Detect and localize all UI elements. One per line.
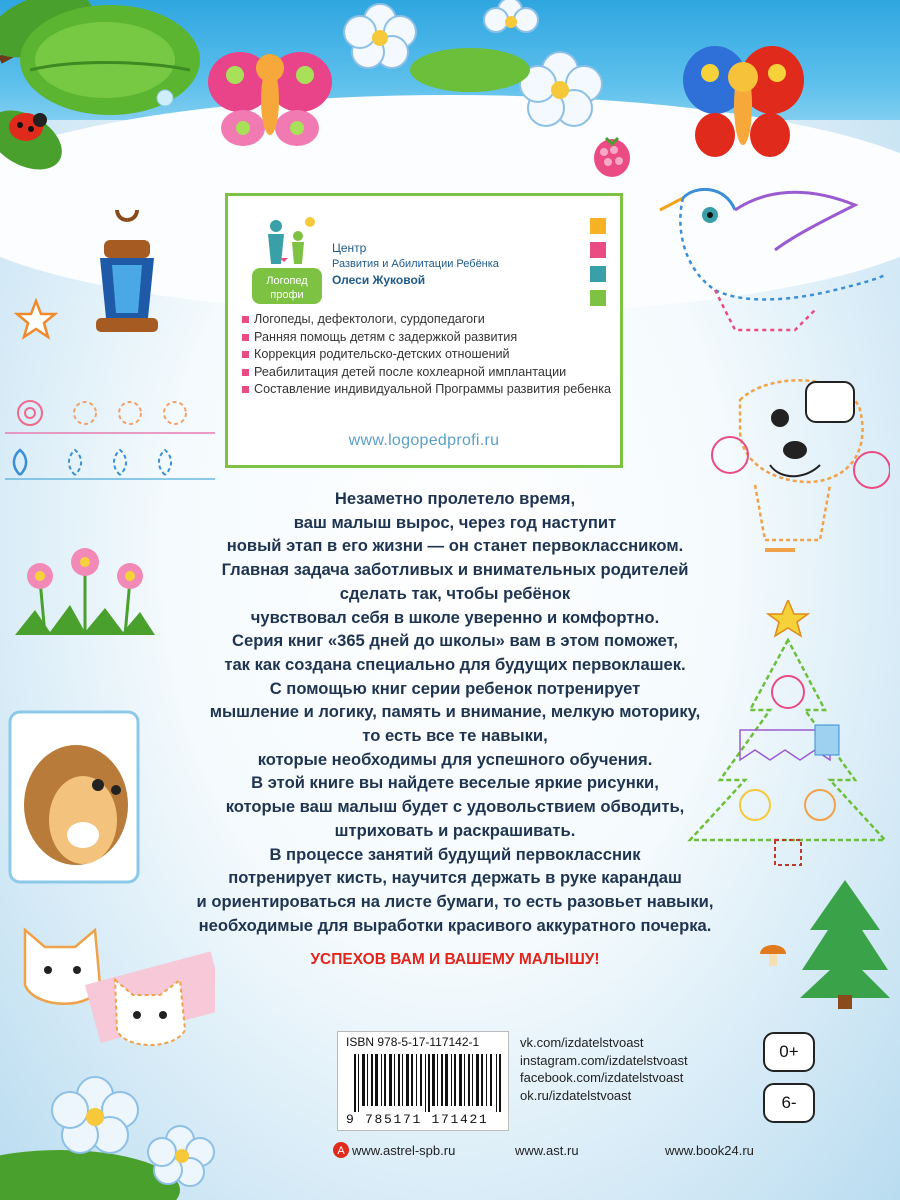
social-link-facebook[interactable]: facebook.com/izdatelstvoast [520, 1070, 684, 1085]
pink-flowers-illustration [5, 540, 165, 650]
text-line: С помощью книг серии ребенок потренирует [269, 678, 641, 698]
social-link-instagram[interactable]: instagram.com/izdatelstvoast [520, 1052, 688, 1068]
mushroom-illustration [758, 940, 788, 970]
logopedprofi-logo [246, 214, 328, 306]
top-flowers-illustration [300, 0, 720, 140]
description-text [150, 487, 760, 937]
text-line: сделать так, чтобы ребёнок [339, 583, 571, 603]
social-icon-1 [590, 218, 606, 234]
service-item: Логопеды, дефектологи, сурдопедагоги [242, 311, 612, 329]
barcode-digits: 9 785171 171421 [346, 1112, 489, 1127]
text-line: ваш малыш вырос, через год наступит [293, 512, 617, 532]
footer-book24-link[interactable]: www.book24.ru [665, 1143, 754, 1158]
service-item: Коррекция родительско-детских отношений [242, 346, 612, 364]
age-badge-6: 6- [763, 1083, 815, 1123]
barcode-icon [354, 1054, 502, 1112]
tracing-flowers-row [5, 395, 215, 490]
text-line: потренирует кисть, научится держать в руке карандаш [228, 868, 682, 888]
text-line: Серия книг «365 дней до школы» вам в этом поможет, [231, 631, 678, 651]
raspberry-illustration [590, 130, 635, 180]
fir-tree-illustration [800, 880, 890, 1010]
service-item: Составление индивидуальной Программы развития ребенка [242, 381, 612, 399]
svg-text:А: А [337, 1145, 345, 1157]
text-line: необходимые для выработки красивого аккуратного почерка. [198, 915, 712, 935]
isbn-label: ISBN 978-5-17-117142-1 [346, 1035, 480, 1049]
logo-text-2: профи [270, 289, 304, 301]
footer-ast-link[interactable]: www.ast.ru [515, 1143, 579, 1158]
ladybug-illustration [4, 105, 49, 145]
service-item: Ранняя помощь детям с задержкой развития [242, 329, 612, 347]
social-link-vk[interactable]: vk.com/izdatelstvoast [520, 1035, 644, 1050]
star-outline-icon [14, 298, 58, 340]
hedgehog-illustration [8, 710, 140, 885]
service-item: Реабилитация детей после кохлеарной имплантации [242, 364, 612, 382]
text-line: В процессе занятий будущий первоклассник [269, 844, 641, 864]
text-line: которые ваш малыш будет с удовольствием обводить, [225, 797, 685, 817]
text-line: Главная задача заботливых и внимательных родителей [221, 560, 689, 580]
social-link-ok[interactable]: ok.ru/izdatelstvoast [520, 1087, 632, 1103]
text-line: мышление и логику, память и внимание, мелкую моторику, [209, 702, 701, 722]
social-links [520, 1034, 688, 1104]
text-line: штриховать и раскрашивать. [334, 820, 576, 840]
text-line: так как создана специально для будущих первоклашек. [224, 654, 686, 674]
center-name-line1: Центр [332, 241, 367, 255]
isbn-barcode-box [337, 1031, 509, 1131]
astrel-logo-icon [332, 1141, 350, 1159]
info-card [225, 193, 623, 468]
slogan: УСПЕХОВ ВАМ И ВАШЕМУ МАЛЫШУ! [310, 951, 600, 968]
center-name-line2: Развития и Абилитации Ребёнка [332, 258, 499, 270]
social-icon-4 [590, 290, 606, 306]
social-icon-3 [590, 266, 606, 282]
text-line: чувствовал себя в школе уверенно и комфортно. [250, 607, 660, 627]
bird-tracing-illustration [655, 180, 890, 340]
social-icon-2 [590, 242, 606, 258]
footer-astrel-link[interactable]: www.astrel-spb.ru [352, 1143, 456, 1158]
center-name-line3: Олеси Жуковой [332, 273, 426, 287]
text-line: и ориентироваться на листе бумаги, то есть разовьет навыки, [196, 891, 714, 911]
website-link[interactable]: www.logopedprofi.ru [348, 432, 500, 449]
text-line: то есть все те навыки, [362, 726, 548, 746]
age-badge-0: 0+ [763, 1032, 815, 1072]
text-line: В этой книге вы найдете веселые яркие рисунки, [251, 773, 659, 793]
center-name [332, 240, 499, 288]
cats-illustration [15, 925, 215, 1050]
services-list [242, 311, 612, 399]
text-line: которые необходимы для успешного обучения. [257, 749, 653, 769]
white-flowers-illustration [0, 1040, 240, 1200]
logo-text-1: Логопед [266, 275, 308, 287]
butterfly-blue-illustration [680, 35, 805, 175]
text-line: новый этап в его жизни — он станет первоклассником. [226, 536, 684, 556]
text-line: Незаметно пролетело время, [334, 489, 576, 508]
butterfly-pink-illustration [205, 40, 335, 150]
lantern-illustration [82, 210, 172, 345]
